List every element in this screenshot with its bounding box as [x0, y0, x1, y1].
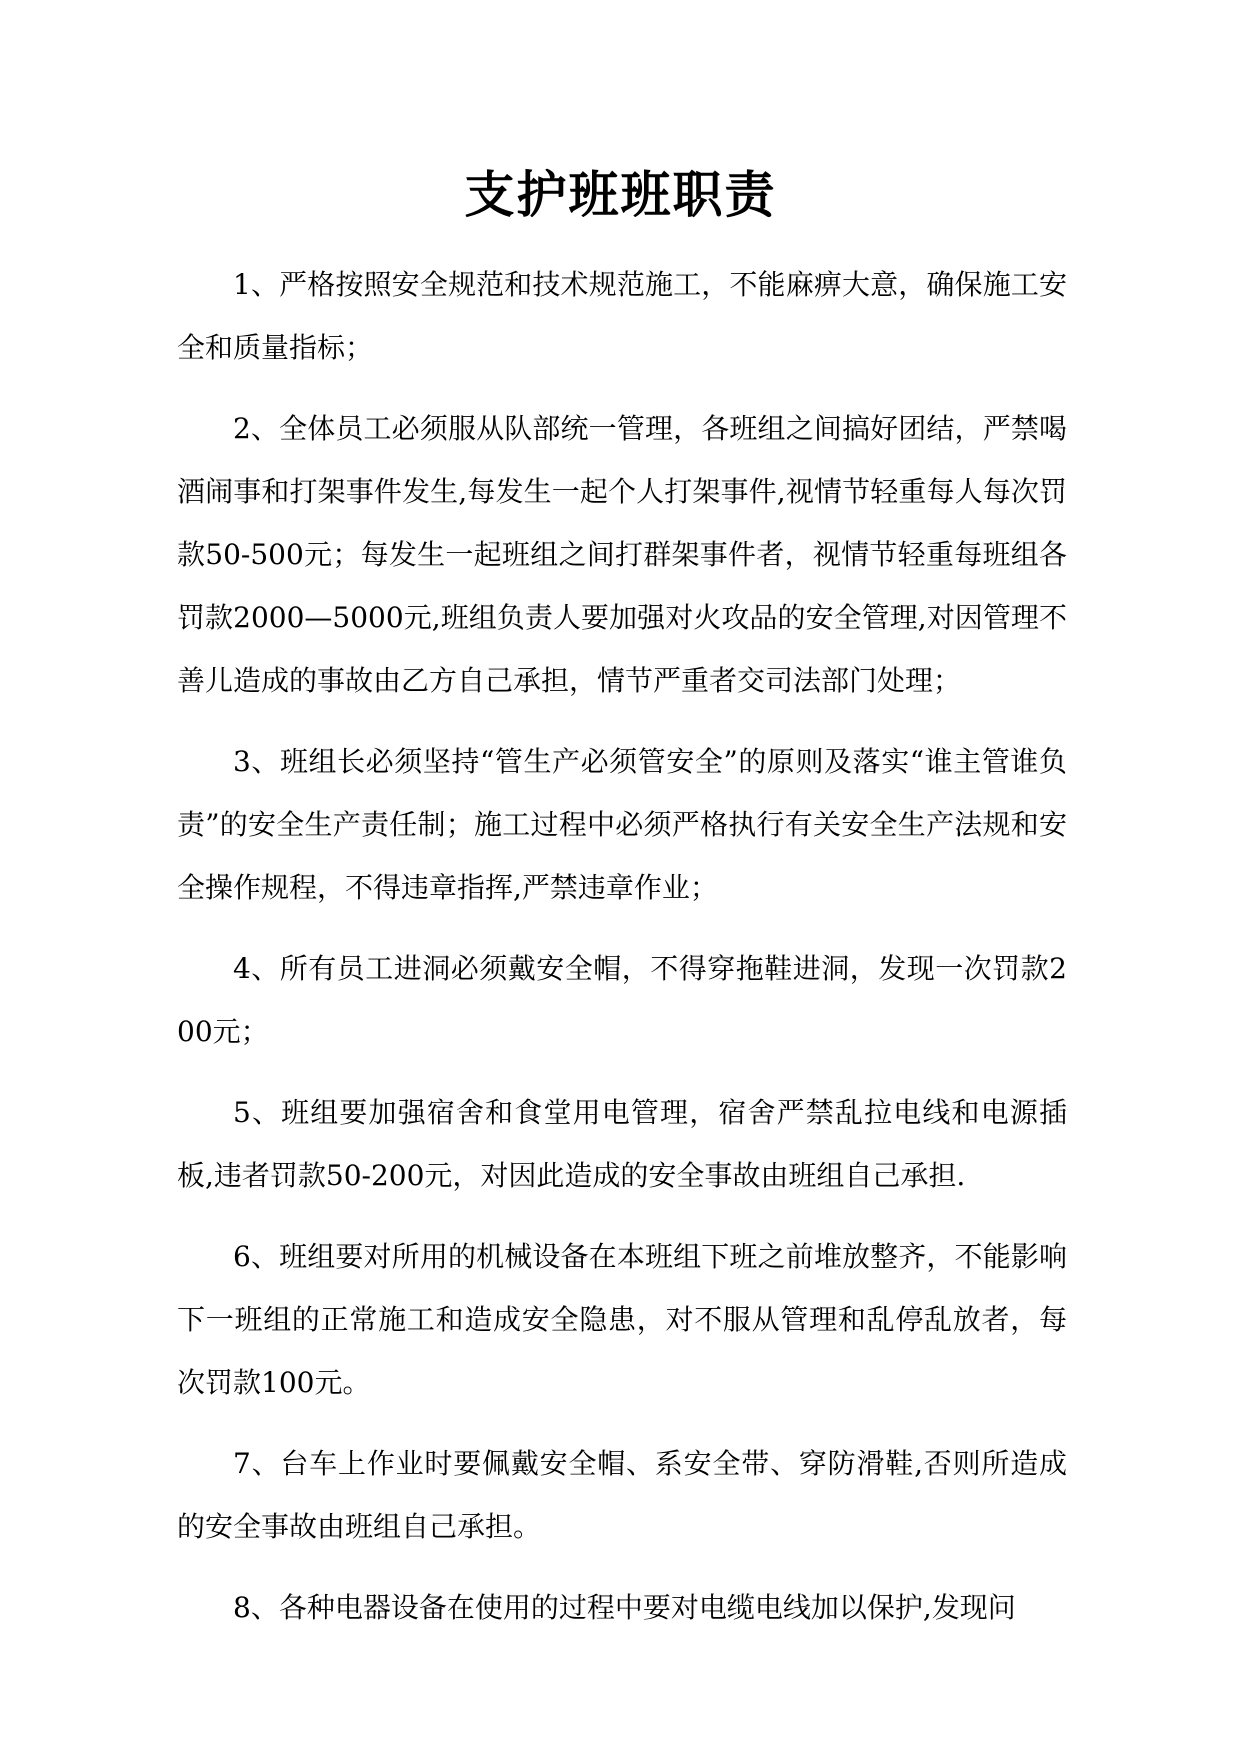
duty-item-3: 3、班组长必须坚持“管生产必须管安全”的原则及落实“谁主管谁负责”的安全生产责任制；施工过程中必须严格执行有关安全生产法规和安全操作规程，不得违章指挥,严禁违章作业；	[177, 745, 1067, 904]
duty-item-8: 8、各种电器设备在使用的过程中要对电缆电线加以保护,发现问	[233, 1591, 1016, 1624]
duty-item-4: 4、所有员工进洞必须戴安全帽，不得穿拖鞋进洞，发现一次罚款200元；	[177, 952, 1067, 1048]
duty-item-1: 1、严格按照安全规范和技术规范施工，不能麻痹大意，确保施工安全和质量指标；	[177, 268, 1067, 364]
document-body	[177, 253, 1067, 1657]
duty-item-2: 2、全体员工必须服从队部统一管理，各班组之间搞好团结，严禁喝酒闹事和打架事件发生,每发生一起个人打架事件,视情节轻重每人每次罚款50-500元；每发生一起班组之间打群架事件者，视情节轻重每班组各罚款2000—5000元,班组负责人要加强对火攻品的安全管理,对因管理不善儿造成的事故由乙方自己承担，情节严重者交司法部门处理；	[177, 412, 1067, 697]
document-title: 支护班班职责	[464, 165, 777, 224]
duty-item-5: 5、班组要加强宿舍和食堂用电管理，宿舍严禁乱拉电线和电源插板,违者罚款50-200元，对因此造成的安全事故由班组自己承担.	[177, 1096, 1067, 1192]
duty-item-7: 7、台车上作业时要佩戴安全帽、系安全带、穿防滑鞋,否则所造成的安全事故由班组自己承担。	[177, 1447, 1067, 1543]
duty-item-6: 6、班组要对所用的机械设备在本班组下班之前堆放整齐，不能影响下一班组的正常施工和造成安全隐患，对不服从管理和乱停乱放者，每次罚款100元。	[177, 1240, 1067, 1399]
